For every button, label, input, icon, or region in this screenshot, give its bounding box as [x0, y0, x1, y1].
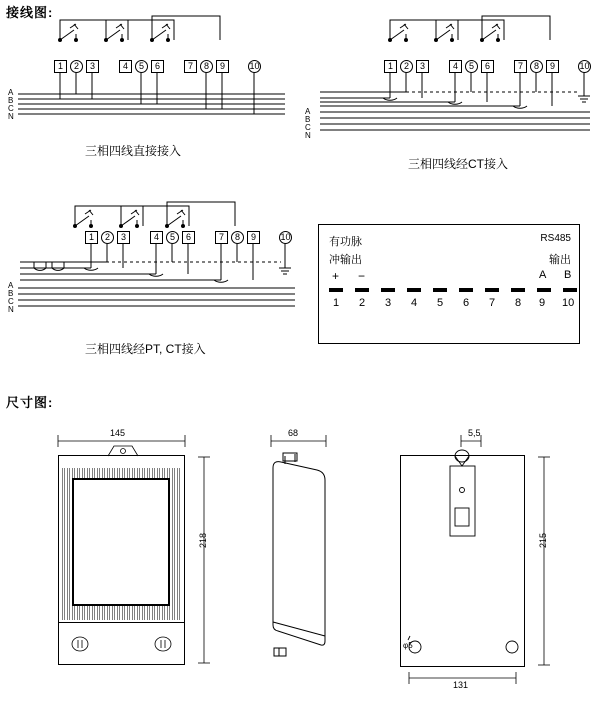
- terminal-9: 9: [247, 231, 260, 244]
- contact-pad-2: [355, 288, 369, 292]
- side-width-value: 68: [288, 428, 299, 438]
- pin-mark-9: A: [539, 269, 547, 281]
- diagram-ptct-caption: 三相四线经PT, CT接入: [85, 342, 206, 356]
- terminal-1: 1: [384, 60, 397, 73]
- pin-number-6: 6: [463, 297, 470, 309]
- phase-label-a: A: [8, 88, 14, 97]
- terminal-8: 8: [231, 231, 244, 244]
- terminal-4: 4: [449, 60, 462, 73]
- diagram-direct-caption: 三相四线直接接入: [85, 144, 182, 158]
- terminal-8: 8: [200, 60, 213, 73]
- terminal-8: 8: [530, 60, 543, 73]
- ptct-bus-lines: [0, 210, 310, 340]
- terminal-9: 9: [546, 60, 559, 73]
- terminal-6: 6: [182, 231, 195, 244]
- terminal-6: 6: [151, 60, 164, 73]
- terminal-3: 3: [86, 60, 99, 73]
- pin-number-10: 10: [562, 297, 575, 309]
- pin-mark-2: −: [358, 269, 366, 283]
- terminal-5: 5: [135, 60, 148, 73]
- contact-pad-1: [329, 288, 343, 292]
- pin-mark-10: B: [564, 269, 572, 281]
- diagram-ct-caption: 三相四线经CT接入: [408, 157, 508, 171]
- terminal-2: 2: [101, 231, 114, 244]
- front-display-window: [72, 478, 170, 606]
- front-hanger: [100, 444, 150, 458]
- terminal-2: 2: [70, 60, 83, 73]
- terminal-10: 10: [249, 61, 260, 71]
- side-profile: [265, 450, 345, 668]
- contact-pad-4: [407, 288, 421, 292]
- phase-label-n: N: [305, 131, 311, 140]
- wiring-section-title: 接线图:: [6, 5, 54, 20]
- contact-pad-6: [459, 288, 473, 292]
- back-bottom-value: 131: [453, 680, 469, 690]
- contact-pad-3: [381, 288, 395, 292]
- phase-label-n: N: [8, 112, 14, 121]
- pin-number-3: 3: [385, 297, 392, 309]
- contact-pad-9: [537, 288, 551, 292]
- terminal-7: 7: [215, 231, 228, 244]
- phase-label-b: B: [305, 115, 311, 124]
- phase-label-c: C: [305, 123, 311, 132]
- panel-left-title-line2: 冲输出: [329, 254, 362, 266]
- terminal-3: 3: [117, 231, 130, 244]
- contact-pad-7: [485, 288, 499, 292]
- back-top-value: 5,5: [468, 428, 481, 438]
- contact-pad-5: [433, 288, 447, 292]
- terminal-7: 7: [514, 60, 527, 73]
- panel-right-title-line2: 输出: [549, 254, 571, 266]
- front-cover-details: [58, 622, 188, 667]
- terminal-3: 3: [416, 60, 429, 73]
- terminal-6: 6: [481, 60, 494, 73]
- front-width-value: 145: [110, 428, 126, 438]
- phase-label-n: N: [8, 305, 14, 314]
- front-height-value: 218: [198, 532, 208, 548]
- back-hole-label: φ5: [403, 641, 413, 650]
- front-height-dimension: [188, 455, 216, 667]
- dimension-section-title: 尺寸图:: [6, 395, 54, 410]
- phase-label-b: B: [8, 289, 14, 298]
- phase-label-a: A: [305, 107, 311, 116]
- phase-label-a: A: [8, 281, 14, 290]
- terminal-1: 1: [85, 231, 98, 244]
- phase-label-b: B: [8, 96, 14, 105]
- back-height-dimension: [528, 455, 556, 669]
- terminal-9: 9: [216, 60, 229, 73]
- terminal-10: 10: [280, 232, 291, 242]
- pin-number-7: 7: [489, 297, 496, 309]
- back-height-value: 215: [538, 532, 548, 548]
- terminal-5: 5: [465, 60, 478, 73]
- terminal-10: 10: [579, 61, 590, 71]
- terminal-7: 7: [184, 60, 197, 73]
- terminal-5: 5: [166, 231, 179, 244]
- phase-label-c: C: [8, 297, 14, 306]
- terminal-1: 1: [54, 60, 67, 73]
- panel-left-title-line1: 有功脉: [329, 236, 362, 248]
- side-width-dimension: [268, 425, 338, 447]
- contact-pad-8: [511, 288, 525, 292]
- ct-bus-lines: [300, 40, 600, 150]
- pin-number-1: 1: [333, 297, 340, 309]
- terminal-2: 2: [400, 60, 413, 73]
- terminal-4: 4: [150, 231, 163, 244]
- pin-mark-1: +: [332, 269, 340, 283]
- back-details: [400, 450, 530, 670]
- direct-bus-lines: [0, 0, 300, 140]
- pin-number-4: 4: [411, 297, 418, 309]
- pin-number-5: 5: [437, 297, 444, 309]
- terminal-4: 4: [119, 60, 132, 73]
- panel-right-title-line1: RS485: [540, 233, 571, 244]
- pin-number-2: 2: [359, 297, 366, 309]
- contact-pad-10: [563, 288, 577, 292]
- pin-number-8: 8: [515, 297, 522, 309]
- phase-label-c: C: [8, 104, 14, 113]
- terminal-output-panel: [318, 224, 580, 344]
- pin-number-9: 9: [539, 297, 546, 309]
